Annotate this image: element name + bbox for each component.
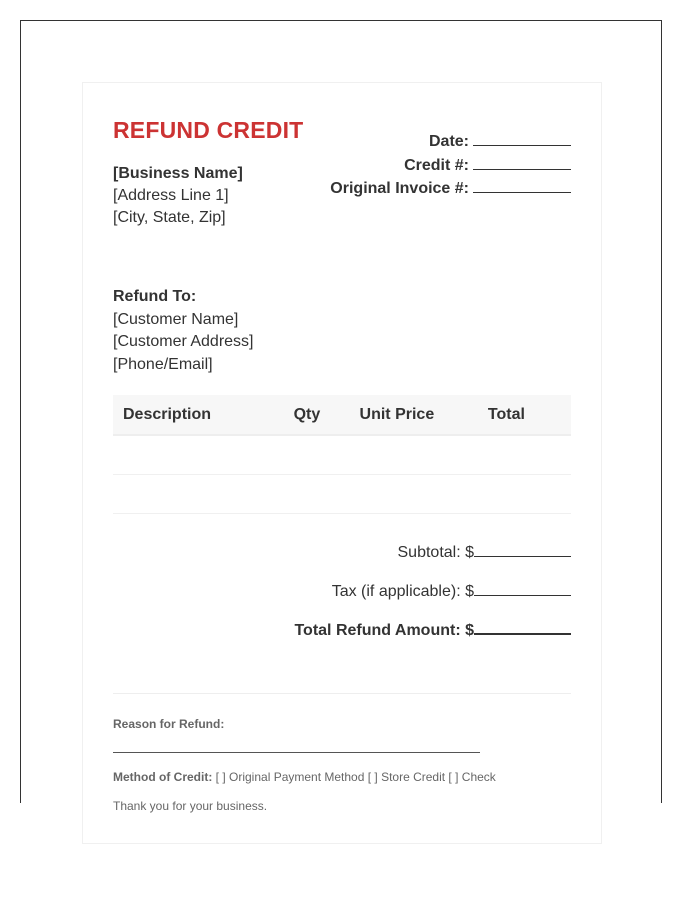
column-header-qty: Qty	[293, 405, 321, 423]
credit-number-row	[330, 154, 571, 178]
business-info	[113, 163, 243, 229]
credit-number-blank-line	[473, 154, 571, 170]
subtotal-blank-line	[474, 541, 571, 557]
business-city-state-zip: [City, State, Zip]	[113, 209, 226, 226]
method-of-credit-options: [ ] Original Payment Method [ ] Store Credit [ ] Check	[215, 770, 496, 784]
original-invoice-label: Original Invoice #:	[330, 180, 469, 197]
customer-address: [Customer Address]	[113, 333, 254, 350]
subtotal-row	[294, 541, 571, 580]
refund-to-block	[113, 286, 254, 376]
reason-blank-line	[113, 751, 480, 753]
customer-name: [Customer Name]	[113, 310, 239, 328]
footer-divider	[113, 693, 571, 694]
original-invoice-row	[330, 177, 571, 201]
business-address-line-1: [Address Line 1]	[113, 187, 229, 204]
business-name: [Business Name]	[113, 165, 243, 182]
date-row	[330, 130, 571, 154]
total-refund-label: Total Refund Amount: $	[294, 622, 474, 639]
date-label: Date:	[428, 133, 469, 150]
document-meta	[330, 130, 571, 201]
date-blank-line	[473, 130, 571, 146]
method-of-credit-label: Method of Credit:	[113, 770, 213, 784]
refund-to-heading: Refund To:	[113, 288, 197, 305]
total-refund-blank-line	[474, 618, 571, 635]
column-header-description: Description	[123, 405, 212, 423]
column-header-unit-price: Unit Price	[359, 405, 435, 423]
method-of-credit-row	[113, 770, 571, 784]
items-table-header	[113, 395, 571, 436]
total-refund-row	[294, 618, 571, 657]
tax-blank-line	[474, 580, 571, 596]
tax-row	[294, 580, 571, 619]
document-title: REFUND CREDIT	[113, 117, 304, 143]
column-header-total: Total	[487, 405, 525, 423]
refund-credit-form	[82, 82, 602, 844]
thank-you-note: Thank you for your business.	[113, 799, 268, 813]
reason-for-refund-label: Reason for Refund:	[113, 717, 225, 731]
table-row	[113, 475, 571, 514]
customer-contact: [Phone/Email]	[113, 355, 213, 373]
credit-number-label: Credit #:	[404, 156, 469, 174]
items-table	[113, 395, 571, 514]
subtotal-label: Subtotal: $	[397, 544, 474, 561]
table-row	[113, 436, 571, 475]
original-invoice-blank-line	[473, 177, 571, 193]
document-viewport	[20, 20, 662, 813]
tax-label: Tax (if applicable): $	[331, 582, 474, 600]
totals-block	[294, 541, 571, 657]
footer-block	[113, 717, 571, 813]
